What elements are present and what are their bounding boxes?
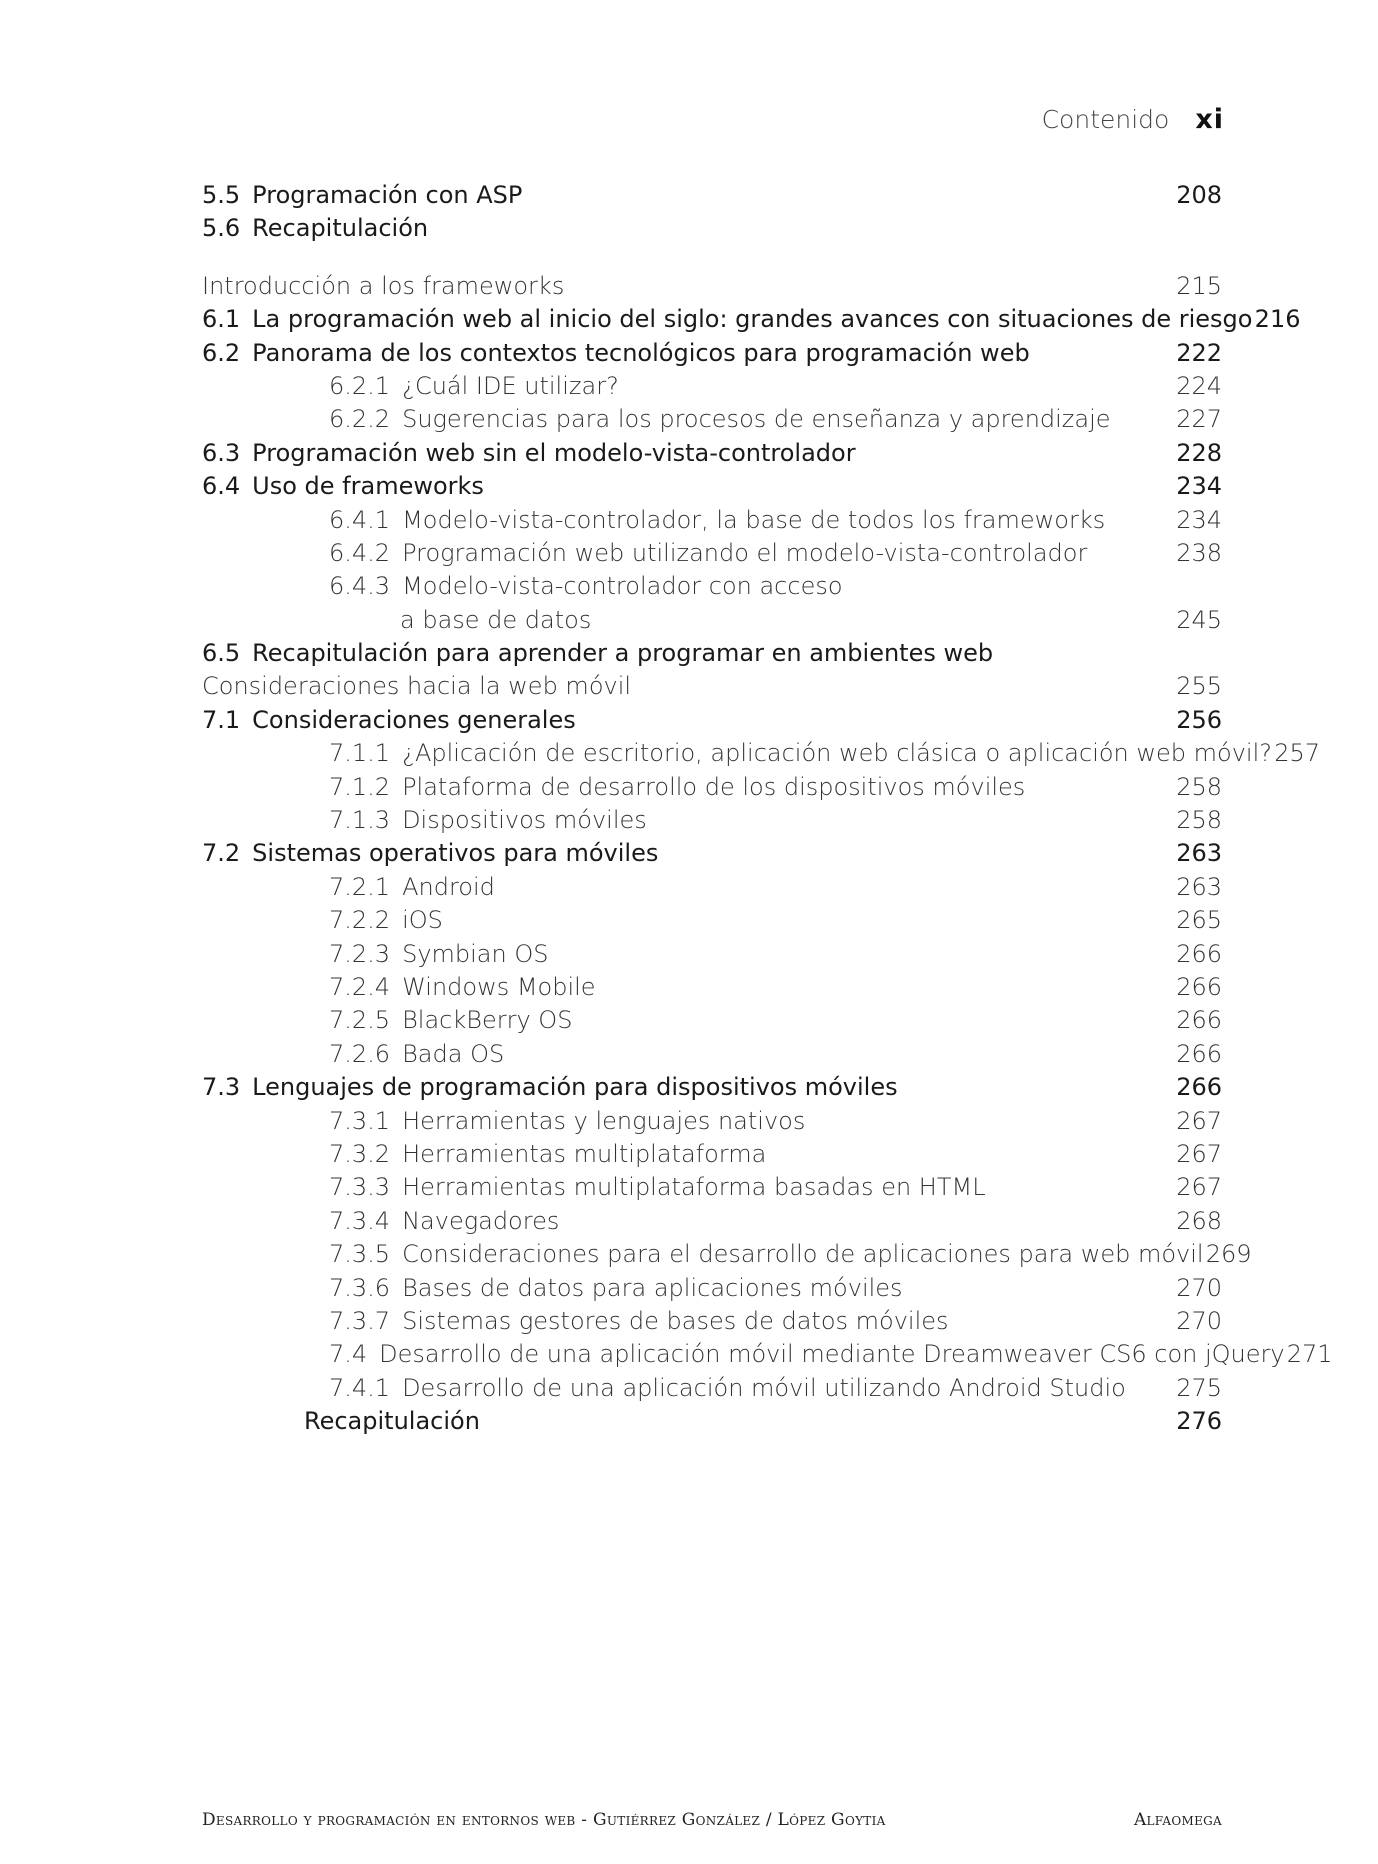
toc-entry	[202, 873, 1222, 906]
toc-entry-title: Modelo-vista-controlador con acceso	[402, 572, 843, 601]
toc-entry	[202, 339, 1222, 372]
toc-entry-text	[202, 339, 1030, 367]
toc-entry-text	[329, 1040, 504, 1068]
toc-page-number: 271	[1286, 1340, 1333, 1369]
toc-entry	[202, 1407, 1222, 1440]
toc-entry-title: Recapitulación	[304, 1407, 480, 1436]
toc-entry-title: Uso de frameworks	[252, 472, 484, 501]
toc-entry-number: 7.4	[329, 1340, 368, 1369]
toc-entry-title: iOS	[402, 906, 443, 935]
toc-entry-number: 5.5	[202, 181, 241, 209]
toc-page-number: 234	[1176, 505, 1222, 534]
page-folio: xi	[1195, 104, 1224, 135]
toc-entry-title: Consideraciones para el desarrollo de aplicaciones para web móvil	[402, 1240, 1204, 1269]
toc-page-number: 275	[1176, 1373, 1222, 1402]
running-head-section: Contenido	[1041, 105, 1170, 134]
toc-entry-text	[329, 1173, 986, 1201]
toc-entry-title: Lenguajes de programación para dispositivos móviles	[252, 1073, 898, 1102]
toc-page-number: 266	[1176, 972, 1222, 1001]
toc-entry-title: Windows Mobile	[402, 972, 596, 1001]
table-of-contents	[202, 181, 1333, 1440]
toc-page-number: 256	[1176, 705, 1222, 734]
toc-page-number: 238	[1176, 538, 1222, 567]
toc-entry	[202, 973, 1222, 1006]
toc-entry-text	[202, 272, 564, 300]
toc-page-number: 228	[1176, 438, 1222, 467]
toc-entry-number: 5.6	[202, 214, 241, 243]
page-footer	[202, 1810, 1222, 1830]
toc-entry-text	[329, 572, 843, 600]
toc-entry	[202, 773, 1222, 806]
running-head	[1042, 104, 1224, 135]
toc-entry-text	[202, 181, 522, 209]
footer-publisher: Alfaomega	[1133, 1810, 1222, 1830]
toc-entry	[202, 1340, 1333, 1373]
toc-entry	[202, 405, 1222, 438]
toc-entry-text	[202, 214, 428, 242]
toc-entry-text	[304, 1407, 480, 1435]
toc-entry-number: 7.1.3	[329, 806, 391, 835]
toc-entry-number: 7.1	[202, 705, 241, 734]
toc-entry	[202, 706, 1222, 739]
toc-page-number: 268	[1176, 1206, 1222, 1235]
toc-entry-number: 7.3	[202, 1073, 241, 1102]
toc-entry-text	[329, 539, 1087, 567]
toc-gap	[202, 248, 1222, 272]
toc-entry-title: ¿Cuál IDE utilizar?	[402, 371, 619, 400]
toc-entry-number: 6.5	[202, 639, 241, 668]
toc-entry-number: 7.4.1	[329, 1373, 391, 1402]
toc-entry	[202, 1374, 1222, 1407]
toc-entry-title: Symbian OS	[402, 939, 549, 968]
toc-entry-title: Bada OS	[402, 1039, 505, 1068]
toc-entry-text	[202, 672, 631, 700]
toc-entry-title: Recapitulación para aprender a programar en ambientes web	[252, 639, 994, 668]
toc-entry-text	[329, 1307, 949, 1335]
toc-entry	[202, 1207, 1222, 1240]
toc-entry	[202, 1240, 1252, 1273]
toc-entry-text	[202, 305, 1252, 333]
toc-entry-number: 7.2.5	[329, 1006, 391, 1035]
toc-entry	[202, 439, 1222, 472]
toc-page-number: 263	[1176, 839, 1222, 868]
toc-entry-text	[329, 806, 647, 834]
toc-page-number: 258	[1176, 772, 1222, 801]
toc-entry	[202, 639, 1222, 672]
toc-entry-title: Recapitulación	[252, 214, 429, 243]
toc-entry-title: BlackBerry OS	[402, 1006, 573, 1035]
toc-entry	[202, 1006, 1222, 1039]
toc-entry-text	[329, 1240, 1204, 1268]
toc-entry-number: 7.3.2	[329, 1139, 391, 1168]
toc-page-number: 227	[1176, 405, 1222, 434]
toc-entry-title: Modelo-vista-controlador, la base de todos los frameworks	[402, 505, 1106, 534]
toc-entry	[202, 372, 1222, 405]
toc-entry-text	[329, 372, 619, 400]
toc-page-number: 234	[1176, 472, 1222, 501]
toc-entry-text	[202, 1073, 898, 1101]
toc-entry-title: Programación web utilizando el modelo-vista-controlador	[402, 538, 1088, 567]
toc-entry-text	[329, 773, 1025, 801]
toc-entry	[202, 672, 1222, 705]
toc-entry-number: 7.3.6	[329, 1273, 391, 1302]
toc-entry-title: Programación web sin el modelo-vista-controlador	[252, 438, 856, 467]
toc-page-number: 257	[1274, 739, 1320, 768]
toc-entry-text	[329, 1140, 766, 1168]
toc-entry-title: Sistemas gestores de bases de datos móviles	[402, 1306, 949, 1335]
toc-entry-title: Programación con ASP	[252, 181, 523, 209]
toc-entry-title: Desarrollo de una aplicación móvil utilizando Android Studio	[402, 1373, 1126, 1402]
toc-entry-number: 7.3.7	[329, 1306, 391, 1335]
toc-entry-title: Introducción a los frameworks	[202, 271, 565, 300]
toc-entry-number: 7.2.4	[329, 972, 391, 1001]
toc-entry-text	[329, 1374, 1126, 1402]
toc-entry-text	[329, 973, 596, 1001]
toc-entry-text	[329, 873, 495, 901]
toc-entry	[202, 739, 1320, 772]
toc-page-number: 224	[1176, 371, 1222, 400]
toc-entry-number: 6.4.1	[329, 505, 391, 534]
toc-entry	[202, 572, 1222, 605]
toc-entry-text	[329, 1207, 559, 1235]
toc-entry-title: Navegadores	[402, 1206, 560, 1235]
toc-entry	[202, 839, 1222, 872]
toc-entry	[202, 305, 1301, 338]
toc-entry-title: a base de datos	[400, 605, 592, 634]
toc-page-number: 215	[1176, 271, 1222, 300]
toc-page-number: 258	[1176, 806, 1222, 835]
toc-entry-text	[202, 706, 576, 734]
toc-entry-text	[329, 1006, 572, 1034]
toc-entry	[202, 1107, 1222, 1140]
toc-entry-number: 7.2.1	[329, 872, 391, 901]
toc-entry-text	[329, 1340, 1285, 1368]
toc-entry-title: Panorama de los contextos tecnológicos para programación web	[252, 338, 1030, 367]
toc-page-number: 267	[1176, 1139, 1222, 1168]
toc-entry-number: 6.2.2	[329, 405, 391, 434]
toc-entry-number: 7.2.3	[329, 939, 391, 968]
toc-entry	[202, 1173, 1222, 1206]
toc-entry-title: Herramientas multiplataforma	[402, 1139, 767, 1168]
toc-entry	[202, 1073, 1222, 1106]
toc-page-number: 208	[1176, 181, 1222, 209]
toc-entry	[202, 472, 1222, 505]
toc-entry-number: 6.3	[202, 438, 241, 467]
toc-entry-title: Android	[402, 872, 495, 901]
toc-page-number: 270	[1176, 1306, 1222, 1335]
toc-page-number: 263	[1176, 872, 1222, 901]
toc-entry-number: 6.2.1	[329, 371, 391, 400]
toc-entry-text	[202, 472, 484, 500]
toc-entry-text	[329, 739, 1272, 767]
toc-entry	[202, 181, 1222, 214]
toc-entry	[202, 1040, 1222, 1073]
toc-page-number: 245	[1176, 605, 1222, 634]
toc-entry-title: Herramientas multiplataforma basadas en HTML	[402, 1173, 986, 1202]
toc-entry-text	[329, 1274, 903, 1302]
toc-entry-text	[202, 439, 856, 467]
toc-entry-title: Sistemas operativos para móviles	[252, 839, 659, 868]
toc-entry-title: ¿Aplicación de escritorio, aplicación web clásica o aplicación web móvil?	[402, 739, 1272, 768]
toc-entry-title: Dispositivos móviles	[402, 806, 647, 835]
toc-entry	[202, 272, 1222, 305]
toc-entry-number: 7.3.3	[329, 1173, 391, 1202]
toc-entry	[202, 806, 1222, 839]
toc-entry-number: 6.1	[202, 305, 241, 334]
toc-page-number: 266	[1176, 1073, 1222, 1102]
toc-entry	[202, 1274, 1222, 1307]
toc-entry-text	[329, 940, 548, 968]
toc-page-number: 222	[1176, 338, 1222, 367]
toc-page-number: 266	[1176, 1006, 1222, 1035]
toc-entry	[202, 1140, 1222, 1173]
toc-entry-number: 7.3.1	[329, 1106, 391, 1135]
toc-entry	[202, 606, 1222, 639]
toc-entry-number: 7.2.6	[329, 1039, 391, 1068]
toc-entry	[202, 539, 1222, 572]
toc-page-number: 267	[1176, 1106, 1222, 1135]
toc-page-number: 267	[1176, 1173, 1222, 1202]
toc-entry-title: Consideraciones hacia la web móvil	[202, 672, 632, 701]
toc-page-number: 265	[1176, 906, 1222, 935]
toc-entry-title: Plataforma de desarrollo de los dispositivos móviles	[402, 772, 1026, 801]
toc-entry-number: 6.2	[202, 338, 241, 367]
toc-entry-number: 7.2.2	[329, 906, 391, 935]
toc-page-number: 216	[1254, 305, 1301, 334]
toc-entry	[202, 1307, 1222, 1340]
toc-page-number: 266	[1176, 1039, 1222, 1068]
toc-entry	[202, 940, 1222, 973]
toc-entry-title: La programación web al inicio del siglo: grandes avances con situaciones de riesgo	[252, 305, 1253, 334]
toc-entry-number: 6.4.3	[329, 572, 391, 601]
toc-page-number: 255	[1176, 672, 1222, 701]
toc-entry-text	[329, 405, 1111, 433]
toc-entry-title: Bases de datos para aplicaciones móviles	[402, 1273, 903, 1302]
footer-book-title: Desarrollo y programación en entornos web - Gutiérrez González / López Goytia	[202, 1810, 886, 1830]
toc-entry-number: 7.1.2	[329, 772, 391, 801]
toc-entry	[202, 214, 1222, 247]
toc-entry-title: Consideraciones generales	[252, 705, 576, 734]
toc-entry-number: 6.4	[202, 472, 241, 501]
toc-entry-text	[329, 1107, 805, 1135]
toc-page-number: 269	[1205, 1240, 1252, 1269]
toc-page-number: 270	[1176, 1273, 1222, 1302]
toc-entry-text	[202, 639, 993, 667]
toc-page-number: 276	[1176, 1407, 1222, 1436]
toc-entry-title: Desarrollo de una aplicación móvil mediante Dreamweaver CS6 con jQuery	[379, 1340, 1285, 1369]
toc-entry-title: Herramientas y lenguajes nativos	[402, 1106, 806, 1135]
toc-entry-number: 7.2	[202, 839, 241, 868]
toc-page-number: 266	[1176, 939, 1222, 968]
toc-entry-text	[329, 506, 1105, 534]
toc-entry	[202, 506, 1222, 539]
toc-entry-number: 7.3.4	[329, 1206, 391, 1235]
toc-entry	[202, 906, 1222, 939]
toc-entry-text	[400, 606, 591, 634]
toc-entry-title: Sugerencias para los procesos de enseñanza y aprendizaje	[402, 405, 1111, 434]
toc-entry-number: 7.1.1	[329, 739, 391, 768]
toc-entry-text	[202, 839, 658, 867]
toc-entry-number: 7.3.5	[329, 1240, 391, 1269]
toc-entry-text	[329, 906, 443, 934]
toc-entry-number: 6.4.2	[329, 538, 391, 567]
